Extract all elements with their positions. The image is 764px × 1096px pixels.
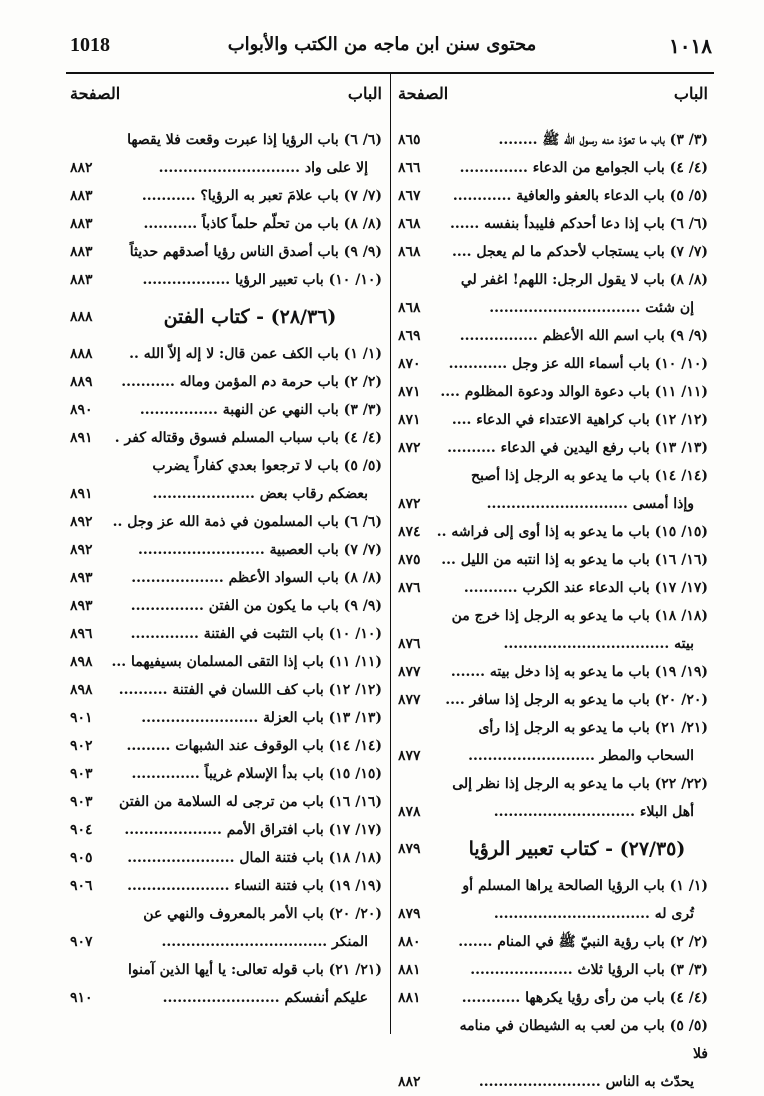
page-ref: ٩٠٧ xyxy=(70,934,93,950)
entry-line: (١/ ١) باب الرؤيا الصالحة يراها المسلم أو xyxy=(462,878,708,894)
entry-line: (٧/ ٧) باب العصبية .......................... xyxy=(137,542,382,558)
page-ref: ٨٩١ xyxy=(70,430,93,446)
entry-title xyxy=(398,928,708,956)
page-ref: ٨٨٣ xyxy=(70,244,93,260)
toc-entry xyxy=(398,182,708,210)
entry-title xyxy=(70,844,382,872)
entry-line: (٣/ ٣) باب النهي عن النهبة ................ xyxy=(139,402,382,418)
entry-continuation: إلا على واد ............................. xyxy=(158,160,368,176)
entry-title xyxy=(70,182,382,210)
page-ref: ٨٦٥ xyxy=(398,132,421,148)
entry-line: (٦/ ٦) باب المسلمون في ذمة الله عز وجل .. xyxy=(112,514,382,530)
toc-entry xyxy=(70,900,382,956)
page-ref: ٨٧٧ xyxy=(398,748,421,764)
page-ref: ٨٦٩ xyxy=(398,328,421,344)
entry-line: (٨/ ٨) باب لا يقول الرجل: اللهم! اغفر لي xyxy=(460,272,708,288)
entry-title xyxy=(70,266,382,294)
page-ref: ٨٩٣ xyxy=(70,598,93,614)
entry-line: (٢٨/٣٦) - كتاب الفتن xyxy=(163,306,337,328)
entry-line: (١٨/ ١٨) باب فتنة المال ...................... xyxy=(127,850,382,866)
entry-line: (٥/ ٥) باب من لعب به الشيطان في منامه فلا xyxy=(459,1018,708,1062)
entry-line: (١٢/ ١٢) باب كراهية الاعتداء في الدعاء .... xyxy=(451,412,708,428)
book-heading xyxy=(70,300,382,334)
page-ref: ٨٨٢ xyxy=(70,160,93,176)
page-ref: ٨٩٣ xyxy=(70,570,93,586)
entry-line: (١٢/ ١٢) باب كف اللسان في الفتنة .......... xyxy=(118,682,382,698)
page-ref: ٨٨٨ xyxy=(70,346,93,362)
entry-title xyxy=(398,770,708,826)
entry-title xyxy=(70,704,382,732)
page-ref: ٨٩٢ xyxy=(70,542,93,558)
entry-continuation: عليكم أنفسكم ........................ xyxy=(162,990,368,1006)
entry-line: (١٧/ ١٧) باب افتراق الأمم .................... xyxy=(124,822,382,838)
toc-entry xyxy=(398,154,708,182)
page-ref: ٨٨٢ xyxy=(398,1074,421,1090)
page-ref: ٨٩٢ xyxy=(70,514,93,530)
entry-line: (٢/ ٢) باب رؤية النبيّ ﷺ في المنام ....... xyxy=(458,934,708,950)
toc-entry xyxy=(70,266,382,294)
toc-entry xyxy=(398,714,708,770)
toc-entry xyxy=(70,816,382,844)
entry-title xyxy=(398,658,708,686)
entry-line: (١٦/ ١٦) باب ما يدعو به إذا انتبه من الليل ... xyxy=(441,552,708,568)
column-header xyxy=(398,82,708,126)
book-title xyxy=(398,832,708,866)
toc-entry xyxy=(398,928,708,956)
toc-entry xyxy=(70,182,382,210)
page-ref: ٩٠٦ xyxy=(70,878,93,894)
entry-title xyxy=(398,984,708,1012)
entry-line: (١٨/ ١٨) باب ما يدعو به الرجل إذا خرج من xyxy=(451,608,708,624)
left-column xyxy=(70,82,382,1012)
entry-title xyxy=(70,424,382,452)
entry-title xyxy=(70,620,382,648)
page-ref: ٨٨٣ xyxy=(70,272,93,288)
toc-entry xyxy=(398,210,708,238)
toc-entry xyxy=(398,770,708,826)
entry-line: (٤/ ٤) باب سباب المسلم فسوق وقتاله كفر . xyxy=(114,430,382,446)
entry-title xyxy=(70,368,382,396)
entry-title xyxy=(70,956,382,1012)
toc-entry xyxy=(70,564,382,592)
toc-entry xyxy=(398,126,708,154)
entry-title xyxy=(70,340,382,368)
toc-entry xyxy=(70,340,382,368)
page-heading: الصفحة xyxy=(398,84,449,103)
entry-line: (١٣/ ١٣) باب العزلة ........................ xyxy=(141,710,382,726)
page-ref: ٨٧٥ xyxy=(398,552,421,568)
toc-entry xyxy=(398,266,708,322)
entry-continuation: السحاب والمطر .......................... xyxy=(468,748,694,764)
entry-line: (٦/ ٦) باب الرؤيا إذا عبرت وقعت فلا يقصها xyxy=(127,132,382,148)
toc-entry xyxy=(398,322,708,350)
toc-entry xyxy=(70,732,382,760)
page-ref: ٨٧٠ xyxy=(398,356,421,372)
entry-line: (٢٢/ ٢٢) باب ما يدعو به الرجل إذا نظر إلى xyxy=(452,776,708,792)
entry-line: (٩/ ٩) باب أصدق الناس رؤيا أصدقهم حديثاً xyxy=(129,244,382,260)
toc-entry xyxy=(70,368,382,396)
toc-entry xyxy=(398,1012,708,1096)
entry-title xyxy=(70,564,382,592)
column-divider xyxy=(390,74,391,1034)
toc-entry xyxy=(398,434,708,462)
entry-line: (٢٠/ ٢٠) باب ما يدعو به الرجل إذا سافر .... xyxy=(445,692,708,708)
page-ref: ٩٠٣ xyxy=(70,794,93,810)
entry-line: (١٠/ ١٠) باب تعبير الرؤيا .................. xyxy=(142,272,382,288)
page-ref: ٨٧٨ xyxy=(398,804,421,820)
entry-title xyxy=(398,238,708,266)
entry-title xyxy=(398,210,708,238)
page-ref: ٩٠٢ xyxy=(70,738,93,754)
entry-line: (١٠/ ١٠) باب التثبت في الفتنة .............. xyxy=(130,626,382,642)
toc-entry xyxy=(70,872,382,900)
toc-entry xyxy=(70,238,382,266)
entry-line: (١٤/ ١٤) باب ما يدعو به الرجل إذا أصبح xyxy=(471,468,708,484)
toc-entry xyxy=(70,844,382,872)
entry-continuation: المنكر .................................. xyxy=(161,934,368,950)
toc-entry xyxy=(70,788,382,816)
entry-title xyxy=(398,154,708,182)
page-ref: ٨٧٩ xyxy=(398,841,421,857)
entry-title xyxy=(398,546,708,574)
entry-line: (١٥/ ١٥) باب بدأ الإسلام غريباً .............. xyxy=(131,766,382,782)
entry-title xyxy=(398,126,708,154)
entry-continuation: إن شئت ............................... xyxy=(489,300,694,316)
entry-line: (١٦/ ١٦) باب من ترجى له السلامة من الفتن xyxy=(119,794,382,810)
page-ref: ٨٧٤ xyxy=(398,524,421,540)
page-ref: ٨٩٨ xyxy=(70,682,93,698)
chapter-heading: الباب xyxy=(673,84,708,103)
entry-line: (٤/ ٤) باب من رأى رؤيا يكرهها ............ xyxy=(461,990,708,1006)
entry-line: (٦/ ٦) باب إذا دعا أحدكم فليبدأ بنفسه ...... xyxy=(450,216,708,232)
page-ref: ٨٩٦ xyxy=(70,626,93,642)
entry-continuation: تُرى له ................................ xyxy=(493,906,694,922)
entry-line: (١/ ١) باب الكف عمن قال: لا إله إلاّ الله .. xyxy=(129,346,382,362)
page-ref: ٨٧٢ xyxy=(398,496,421,512)
entry-title xyxy=(70,452,382,508)
page-ref: ٨٧٧ xyxy=(398,692,421,708)
entry-title xyxy=(70,648,382,676)
entry-title xyxy=(398,518,708,546)
page-ref: ٨٦٦ xyxy=(398,160,421,176)
entry-line: (٩/ ٩) باب اسم الله الأعظم ................ xyxy=(459,328,708,344)
toc-entry xyxy=(398,872,708,928)
toc-entry xyxy=(398,518,708,546)
page-ref: ٨٨١ xyxy=(398,962,421,978)
entry-continuation: بعضكم رقاب بعض ..................... xyxy=(152,486,368,502)
entry-line: (١١/ ١١) باب دعوة الوالد ودعوة المظلوم .... xyxy=(440,384,708,400)
toc-entry xyxy=(70,210,382,238)
page-ref: ٨٧٦ xyxy=(398,580,421,596)
page-ref: ٨٨٣ xyxy=(70,188,93,204)
entry-line: (٨/ ٨) باب السواد الأعظم ................... xyxy=(131,570,382,586)
entry-line: (١٧/ ١٧) باب الدعاء عند الكرب ........... xyxy=(463,580,708,596)
page-heading: الصفحة xyxy=(70,84,121,103)
toc-entry xyxy=(70,536,382,564)
entry-title xyxy=(70,210,382,238)
entry-line: (٢١/ ٢١) باب قوله تعالى: يا أيها الذين آمنوا xyxy=(128,962,382,978)
toc-entry xyxy=(70,760,382,788)
entry-title xyxy=(70,126,382,182)
entry-line: (٨/ ٨) باب من تحلّم حلماً كاذباً ........... xyxy=(143,216,382,232)
toc-entry xyxy=(398,686,708,714)
entry-line: (٤/ ٤) باب الجوامع من الدعاء .............. xyxy=(459,160,708,176)
page-ref: ٨٨٨ xyxy=(70,309,93,325)
entry-continuation: يحدّث به الناس ......................... xyxy=(478,1074,694,1090)
page-ref: ٨٧٢ xyxy=(398,440,421,456)
page-ref: ٨٨١ xyxy=(398,990,421,1006)
entry-line: (٣/ ٣) باب ما تعوّذ منه رسول الله ﷺ ........ xyxy=(498,132,708,148)
column-header xyxy=(70,82,382,126)
entry-line: (٢/ ٢) باب حرمة دم المؤمن وماله ........... xyxy=(121,374,382,390)
entry-title xyxy=(398,406,708,434)
toc-entry xyxy=(70,452,382,508)
toc-entry xyxy=(398,350,708,378)
entry-line: (٥/ ٥) باب لا ترجعوا بعدي كفاراً يضرب xyxy=(152,458,382,474)
toc-entry xyxy=(398,984,708,1012)
page-ref: ٨٧٩ xyxy=(398,906,421,922)
toc-entry xyxy=(70,396,382,424)
entry-title xyxy=(398,322,708,350)
entry-line: (٧/ ٧) باب يستجاب لأحدكم ما لم يعجل .... xyxy=(452,244,708,260)
entry-line: (٢٠/ ٢٠) باب الأمر بالمعروف والنهي عن xyxy=(143,906,382,922)
page-ref: ٨٨٩ xyxy=(70,374,93,390)
entry-line: (٢٧/٣٥) - كتاب تعبير الرؤيا xyxy=(468,838,686,860)
entry-title xyxy=(398,872,708,928)
book-title xyxy=(70,300,382,334)
entry-title xyxy=(70,732,382,760)
toc-entry xyxy=(70,704,382,732)
page-ref: ٩٠٥ xyxy=(70,850,93,866)
entry-title xyxy=(70,872,382,900)
entry-title xyxy=(398,602,708,658)
entry-continuation: أهل البلاء ............................. xyxy=(493,804,694,820)
toc-entry xyxy=(70,592,382,620)
entry-title xyxy=(70,816,382,844)
toc-entry xyxy=(70,424,382,452)
entry-title xyxy=(70,536,382,564)
toc-entry xyxy=(70,620,382,648)
page-ref: ٨٦٧ xyxy=(398,188,421,204)
entry-line: (١٣/ ١٣) باب رفع اليدين في الدعاء .......... xyxy=(447,440,708,456)
entry-title xyxy=(70,676,382,704)
page-ref: ٨٧٧ xyxy=(398,664,421,680)
entry-continuation: بيته .................................. xyxy=(503,636,694,652)
page-ref: ٨٩٠ xyxy=(70,402,93,418)
chapter-heading: الباب xyxy=(347,84,382,103)
page-ref: ٨٩٨ xyxy=(70,654,93,670)
page-ref: ٨٧٦ xyxy=(398,636,421,652)
page-ref: ٨٦٨ xyxy=(398,244,421,260)
entry-line: (١٩/ ١٩) باب فتنة النساء ..................... xyxy=(127,878,382,894)
toc-entry xyxy=(70,126,382,182)
toc-entry xyxy=(398,602,708,658)
entry-title xyxy=(70,508,382,536)
toc-entry xyxy=(70,508,382,536)
toc-entry xyxy=(70,676,382,704)
page-ref: ٨٩١ xyxy=(70,486,93,502)
entry-line: (١٩/ ١٩) باب ما يدعو به إذا دخل بيته ....... xyxy=(450,664,708,680)
toc-entry xyxy=(398,406,708,434)
entry-line: (١١/ ١١) باب إذا التقى المسلمان بسيفيهما ... xyxy=(111,654,382,670)
entry-line: (١٤/ ١٤) باب الوقوف عند الشبهات ......... xyxy=(126,738,382,754)
entry-title xyxy=(398,574,708,602)
page-ref: ٨٦٨ xyxy=(398,300,421,316)
entry-title xyxy=(398,686,708,714)
toc-entry xyxy=(398,546,708,574)
page-ref: ٨٧١ xyxy=(398,384,421,400)
toc-entry xyxy=(398,574,708,602)
page-header xyxy=(0,34,764,74)
toc-entry xyxy=(398,462,708,518)
entry-title xyxy=(70,592,382,620)
entry-title xyxy=(398,714,708,770)
page-ref: ٩٠١ xyxy=(70,710,93,726)
entry-title xyxy=(70,238,382,266)
page-ref: ٨٦٨ xyxy=(398,216,421,232)
entry-line: (٢١/ ٢١) باب ما يدعو به الرجل إذا رأى xyxy=(478,720,708,736)
entry-title xyxy=(398,182,708,210)
entry-title xyxy=(70,760,382,788)
entry-continuation: وإذا أمسى ............................. xyxy=(486,496,694,512)
page-ref: ٨٨٣ xyxy=(70,216,93,232)
running-title: محتوى سنن ابن ماجه من الكتب والأبواب xyxy=(227,34,537,55)
right-column xyxy=(398,82,708,1096)
page-number-arabic: ١٠١٨ xyxy=(669,34,712,58)
entry-title xyxy=(398,956,708,984)
page-ref: ٩١٠ xyxy=(70,990,93,1006)
entry-title xyxy=(398,434,708,462)
page-ref: ٨٨٠ xyxy=(398,934,421,950)
page-ref: ٩٠٣ xyxy=(70,766,93,782)
entry-line: (١٥/ ١٥) باب ما يدعو به إذا أوى إلى فراشه .. xyxy=(436,524,708,540)
entry-title xyxy=(70,900,382,956)
toc-entry xyxy=(70,648,382,676)
toc-entry xyxy=(398,658,708,686)
entry-title xyxy=(70,788,382,816)
entry-title xyxy=(398,350,708,378)
entry-title xyxy=(398,462,708,518)
entry-line: (٣/ ٣) باب الرؤيا ثلاث ..................... xyxy=(470,962,708,978)
entry-line: (٧/ ٧) باب علامَ تعبر به الرؤيا؟ ........... xyxy=(141,188,382,204)
entry-title xyxy=(398,378,708,406)
entry-line: (٥/ ٥) باب الدعاء بالعفو والعافية ............ xyxy=(452,188,708,204)
toc-entry xyxy=(70,956,382,1012)
toc-entry xyxy=(398,378,708,406)
entry-title xyxy=(398,1012,708,1096)
book-heading xyxy=(398,832,708,866)
entry-title xyxy=(70,396,382,424)
entry-title xyxy=(398,266,708,322)
page-number-latin: 1018 xyxy=(70,34,110,56)
entry-line: (٩/ ٩) باب ما يكون من الفتن ............... xyxy=(130,598,382,614)
entry-line: (١٠/ ١٠) باب أسماء الله عز وجل ............ xyxy=(448,356,708,372)
page-ref: ٩٠٤ xyxy=(70,822,93,838)
toc-entry xyxy=(398,956,708,984)
page-ref: ٨٧١ xyxy=(398,412,421,428)
toc-entry xyxy=(398,238,708,266)
